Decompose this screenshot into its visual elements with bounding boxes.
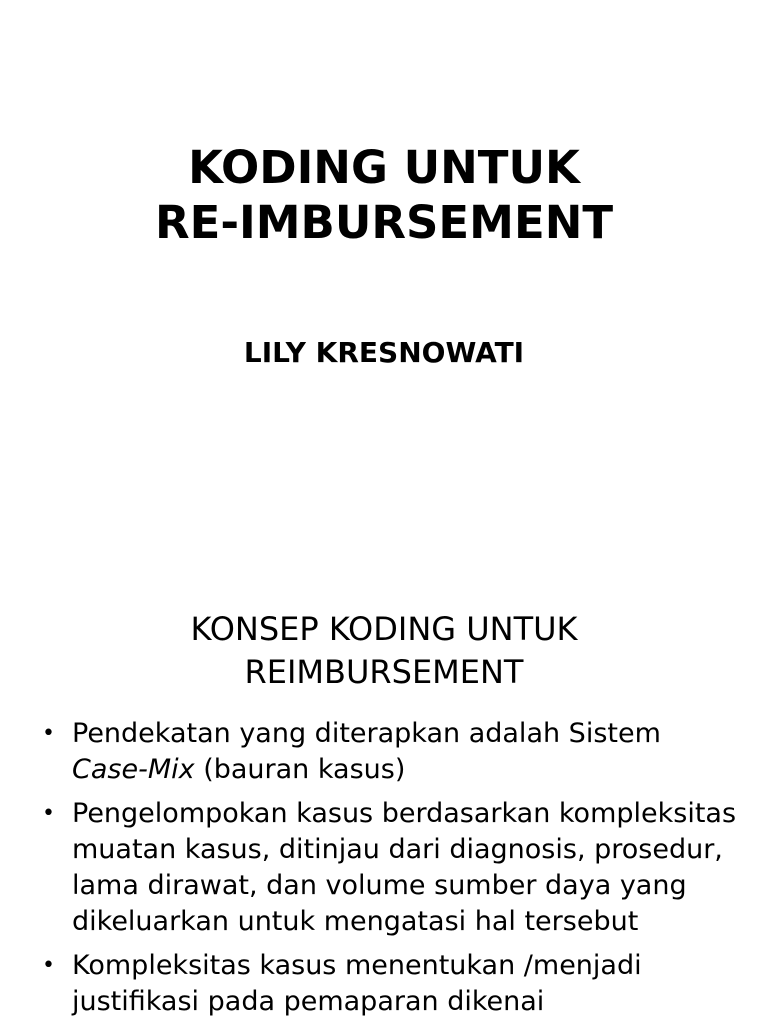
bullet-dot-icon: • [42, 721, 55, 746]
bullet-item [0, 796, 768, 940]
slide-title-line-2: REIMBURSEMENT [244, 653, 524, 691]
bullet-text: Pengelompokan kasus berdasarkan kompleksitas muatan kasus, ditinjau dari diagnosis, prosedur, lama dirawat, dan volume sumber daya yang dikeluarkan untuk mengatasi hal tersebut [72, 798, 737, 937]
bullet-dot-icon: • [42, 953, 55, 978]
bullet-list [0, 716, 768, 1028]
bullet-italic-term: Case-Mix [72, 754, 195, 785]
bullet-item [0, 948, 768, 1020]
bullet-text-continued: (bauran kasus) [194, 754, 406, 785]
bullet-dot-icon: • [42, 801, 55, 826]
bullet-text: Kompleksitas kasus menentukan /menjadi justifikasi pada pemaparan dikenai [72, 950, 642, 1017]
author-name: LILY KRESNOWATI [243, 336, 525, 369]
slide-title-line-1: KONSEP KODING UNTUK [190, 610, 578, 648]
presentation-title [0, 140, 768, 250]
content-slide [0, 576, 768, 1024]
bullet-text: Pendekatan yang diterapkan adalah Sistem [72, 718, 661, 749]
bullet-item [0, 716, 768, 788]
presentation-title-line-2: RE-IMBURSEMENT [154, 196, 614, 249]
slide-title [0, 608, 768, 694]
presentation-title-line-1: KODING UNTUK [188, 141, 580, 194]
